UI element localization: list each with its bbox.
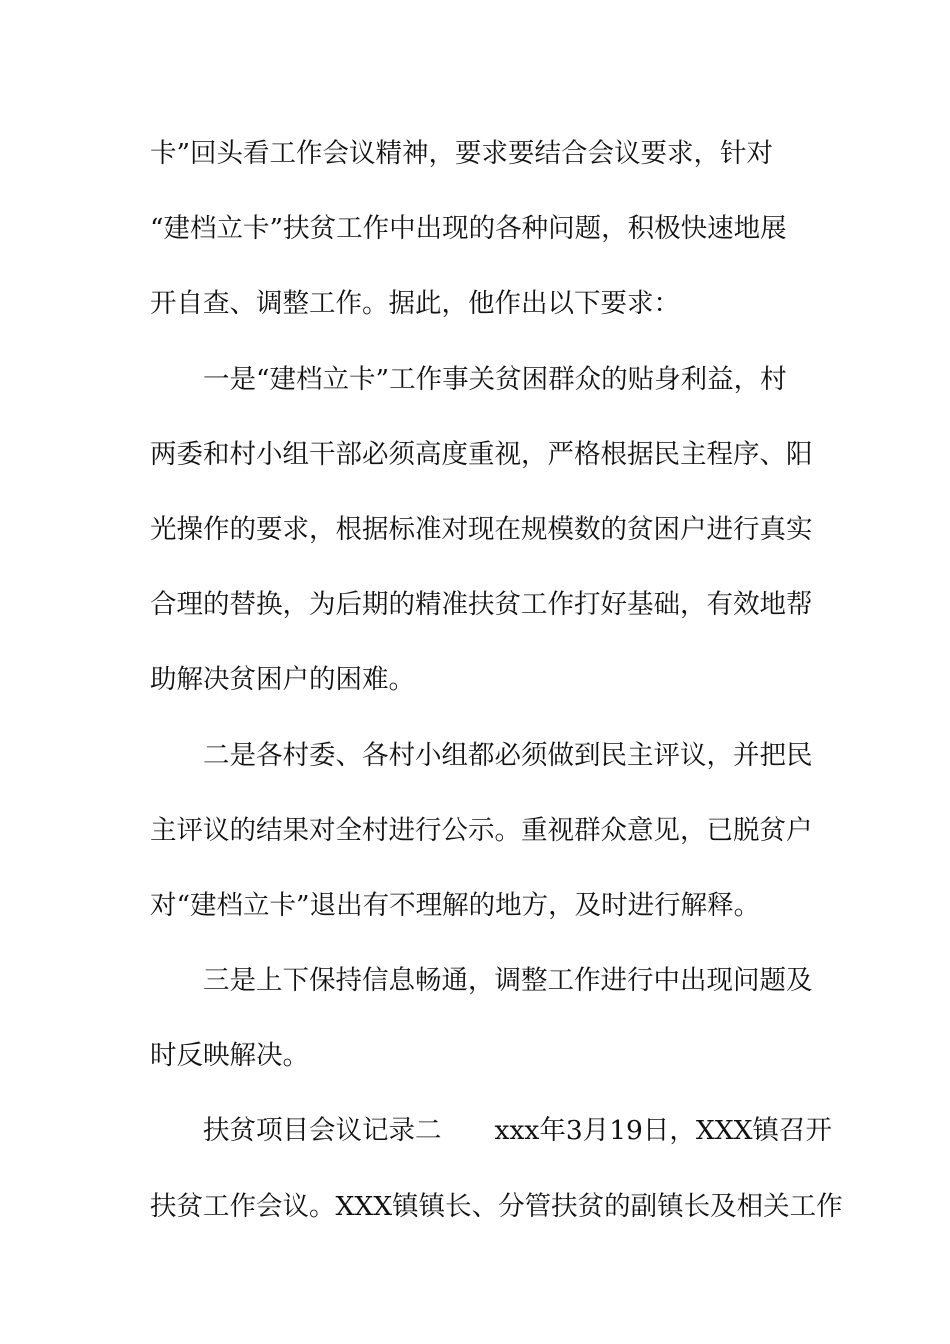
text-line: 开自查、调整工作。据此，他作出以下要求：	[150, 288, 680, 320]
text-line: 两委和村小组干部必须高度重视，严格根据民主程序、阳	[150, 438, 813, 470]
text-line: 合理的替换，为后期的精准扶贫工作打好基础，有效地帮	[150, 589, 813, 621]
text-line: 时反映解决。	[150, 1040, 309, 1072]
document-body	[150, 116, 843, 1244]
text-line: 对“建档立卡”退出有不理解的地方，及时进行解释。	[150, 889, 761, 921]
text-line: 主评议的结果对全村进行公示。重视群众意见，已脱贫户	[150, 814, 813, 846]
text-line: 三是上下保持信息畅通，调整工作进行中出现问题及	[203, 965, 813, 997]
text-line: 光操作的要求，根据标准对现在规模数的贫困户进行真实	[150, 513, 813, 545]
text-line: 助解决贫困户的困难。	[150, 664, 415, 696]
text-line: “建档立卡”扶贫工作中出现的各种问题，积极快速地展	[150, 213, 787, 245]
text-line: 卡”回头看工作会议精神，要求要结合会议要求，针对	[150, 138, 774, 169]
text-line: 扶贫项目会议记录二 xxx年3月19日，XXX镇召开	[203, 1115, 833, 1147]
text-line: 一是“建档立卡”工作事关贫困群众的贴身利益，村	[203, 363, 787, 395]
text-line: 扶贫工作会议。XXX镇镇长、分管扶贫的副镇长及相关工作	[150, 1190, 843, 1222]
text-line: 二是各村委、各村小组都必须做到民主评议，并把民	[203, 739, 813, 771]
